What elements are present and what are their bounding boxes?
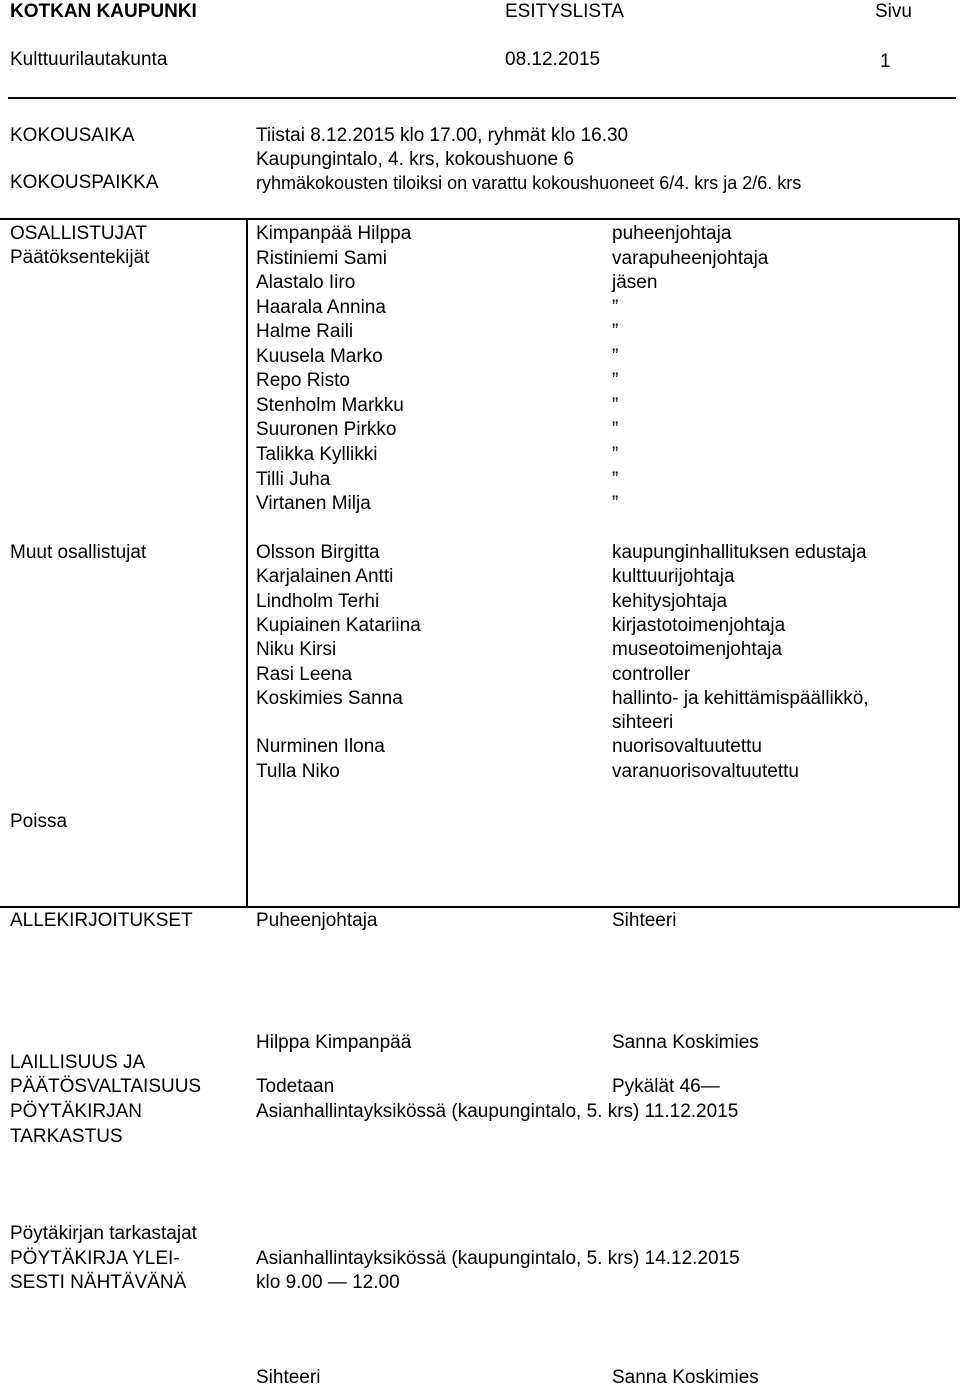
participant-role: varapuheenjohtaja xyxy=(612,247,769,269)
participant-name: Kuusela Marko xyxy=(256,345,383,367)
participant-name: Tilli Juha xyxy=(256,468,331,490)
footer-secretary-label: Sihteeri xyxy=(256,1367,321,1388)
participant-role: ” xyxy=(612,394,619,416)
chair-name: Hilppa Kimpanpää xyxy=(256,1032,412,1053)
participant-role: kulttuurijohtaja xyxy=(612,566,735,588)
page-label: Sivu xyxy=(875,1,912,22)
participant-role: museotoimenjohtaja xyxy=(612,639,783,661)
participant-name: Suuronen Pirkko xyxy=(256,419,397,441)
participant-role: kehitysjohtaja xyxy=(612,590,728,612)
participant-name: Ristiniemi Sami xyxy=(256,247,387,269)
legality-value: Todetaan xyxy=(256,1076,335,1097)
participant-role: puheenjohtaja xyxy=(612,223,732,244)
participant-role: jäsen xyxy=(612,272,658,294)
participant-role: hallinto- ja kehittämispäällikkö, xyxy=(612,687,869,709)
board-name: Kulttuurilautakunta xyxy=(10,49,168,70)
review-label-line2: TARKASTUS xyxy=(10,1126,123,1147)
secretary-name: Sanna Koskimies xyxy=(612,1032,759,1053)
legality-label-line2: PÄÄTÖSVALTAISUUS xyxy=(10,1076,202,1097)
participant-role: ” xyxy=(612,468,619,490)
participant-name: Repo Risto xyxy=(256,370,350,392)
participant-role: controller xyxy=(612,663,691,685)
meeting-place-line1: Kaupungintalo, 4. krs, kokoushuone 6 xyxy=(256,149,574,170)
participant-name: Alastalo Iiro xyxy=(256,272,356,294)
participant-role: nuorisovaltuutettu xyxy=(612,736,762,758)
public-label-line2: SESTI NÄHTÄVÄNÄ xyxy=(10,1272,187,1293)
public-value-line1: Asianhallintayksikössä (kaupungintalo, 5. krs) 14.12.2015 xyxy=(256,1248,740,1269)
footer-secretary-name: Sanna Koskimies xyxy=(612,1367,759,1388)
participant-name: Kimpanpää Hilppa xyxy=(256,223,412,244)
meeting-place-line2: ryhmäkokousten tiloiksi on varattu kokoushuoneet 6/4. krs ja 2/6. krs xyxy=(256,173,802,193)
chair-label: Puheenjohtaja xyxy=(256,910,378,931)
table-top-border xyxy=(0,218,960,220)
public-value-line2: klo 9.00 — 12.00 xyxy=(256,1272,400,1293)
meeting-date: 08.12.2015 xyxy=(505,49,601,70)
document-type: ESITYSLISTA xyxy=(505,1,624,22)
table-bottom-border xyxy=(0,906,960,908)
participant-role: ” xyxy=(612,443,619,465)
participant-name: Karjalainen Antti xyxy=(256,566,394,588)
legality-label-line1: LAILLISUUS JA xyxy=(10,1052,146,1073)
participant-name: Lindholm Terhi xyxy=(256,590,380,612)
participant-name: Rasi Leena xyxy=(256,663,353,685)
participant-role: ” xyxy=(612,419,619,441)
participant-role: ” xyxy=(612,370,619,392)
participant-role: ” xyxy=(612,321,619,343)
participant-role: ” xyxy=(612,296,619,318)
participant-name: Olsson Birgitta xyxy=(256,542,380,563)
participant-role: kaupunginhallituksen edustaja xyxy=(612,542,867,563)
participant-role: ” xyxy=(612,345,619,367)
participant-name: Virtanen Milja xyxy=(256,493,371,515)
participant-name: Niku Kirsi xyxy=(256,639,337,661)
other-participants-label: Muut osallistujat xyxy=(10,542,147,563)
review-label-line1: PÖYTÄKIRJAN xyxy=(10,1101,142,1122)
meeting-place-label: KOKOUSPAIKKA xyxy=(10,172,159,193)
page-number: 1 xyxy=(880,51,891,72)
participant-role: kirjastotoimenjohtaja xyxy=(612,614,786,636)
participant-name: Halme Raili xyxy=(256,321,354,343)
participant-name: Nurminen Ilona xyxy=(256,736,385,758)
secretary-label: Sihteeri xyxy=(612,910,677,931)
signatures-label: ALLEKIRJOITUKSET xyxy=(10,910,193,931)
public-label-line1: PÖYTÄKIRJA YLEI- xyxy=(10,1248,180,1269)
participant-name: Kupiainen Katariina xyxy=(256,614,421,636)
header-divider xyxy=(8,97,956,99)
participant-name: Haarala Annina xyxy=(256,296,386,318)
meeting-time-value: Tiistai 8.12.2015 klo 17.00, ryhmät klo 16.30 xyxy=(256,125,629,146)
review-value: Asianhallintayksikössä (kaupungintalo, 5. krs) 11.12.2015 xyxy=(256,1101,739,1122)
participant-role: ” xyxy=(612,493,619,515)
participant-name: Talikka Kyllikki xyxy=(256,443,378,465)
participant-name: Koskimies Sanna xyxy=(256,687,403,709)
participants-label: OSALLISTUJAT xyxy=(10,223,147,244)
meeting-time-label: KOKOUSAIKA xyxy=(10,125,135,146)
participant-name: Stenholm Markku xyxy=(256,394,404,416)
decision-makers-label: Päätöksentekijät xyxy=(10,247,150,268)
legality-sections: Pykälät 46— xyxy=(612,1076,720,1097)
column-divider xyxy=(246,218,248,908)
participant-role: varanuorisovaltuutettu xyxy=(612,760,799,782)
participant-name: Tulla Niko xyxy=(256,760,340,782)
org-name: KOTKAN KAUPUNKI xyxy=(10,1,197,22)
reviewers-label: Pöytäkirjan tarkastajat xyxy=(10,1223,197,1244)
participant-role: sihteeri xyxy=(612,712,674,734)
absent-label: Poissa xyxy=(10,811,68,832)
